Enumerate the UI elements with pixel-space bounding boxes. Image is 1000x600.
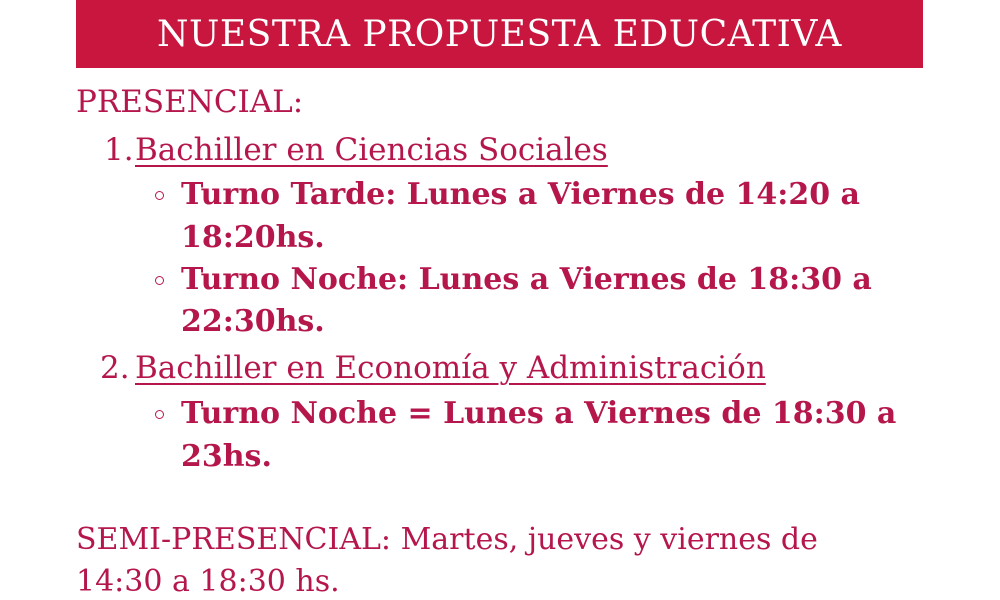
circle-bullet-icon (155, 410, 164, 419)
schedule-1-2-line1: Turno Noche: Lunes a Viernes de 18:30 a (181, 262, 872, 297)
schedule-1-1-line1: Turno Tarde: Lunes a Viernes de 14:20 a (181, 177, 860, 212)
circle-bullet-icon (155, 276, 164, 285)
semipresencial-line2: 14:30 a 18:30 hs. (76, 564, 340, 599)
header-banner (76, 0, 923, 68)
page-title: NUESTRA PROPUESTA EDUCATIVA (157, 13, 842, 55)
schedule-2-1-line2: 23hs. (181, 439, 272, 474)
circle-bullet-icon (155, 191, 164, 200)
program-2-number: 2. (100, 350, 130, 386)
semipresencial-line1: SEMI-PRESENCIAL: Martes, jueves y viernes de (76, 522, 818, 557)
program-2-title: Bachiller en Economía y Administración (135, 350, 766, 386)
schedule-1-2-line2: 22:30hs. (181, 304, 325, 339)
program-1-title: Bachiller en Ciencias Sociales (135, 132, 608, 168)
schedule-1-1-line2: 18:20hs. (181, 220, 325, 255)
presencial-heading: PRESENCIAL: (76, 84, 304, 120)
schedule-2-1-line1: Turno Noche = Lunes a Viernes de 18:30 a (181, 396, 897, 431)
program-1-number: 1. (104, 132, 134, 168)
